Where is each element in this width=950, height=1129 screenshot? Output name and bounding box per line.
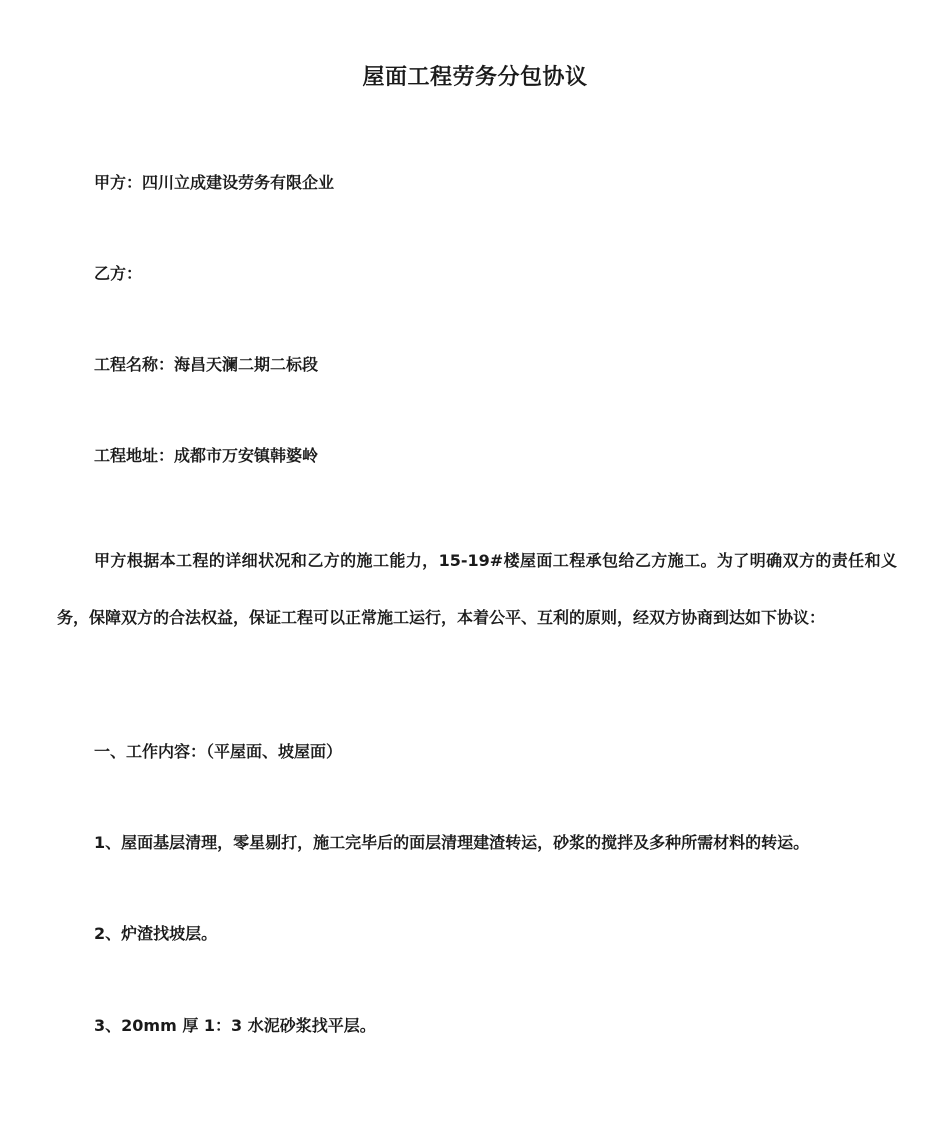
work-item-3: 3、20mm 厚 1：3 水泥砂浆找平层。 <box>94 1016 376 1035</box>
work-item-1: 1、屋面基层清理，零星剔打，施工完毕后的面层清理建渣转运，砂浆的搅拌及多种所需材料的转运。 <box>94 833 810 852</box>
project-name-line: 工程名称：海昌天澜二期二标段 <box>94 355 319 374</box>
work-item-2: 2、炉渣找坡层。 <box>94 924 218 943</box>
party-b-line: 乙方： <box>94 264 143 283</box>
section-one-heading: 一、工作内容：（平屋面、坡屋面） <box>94 742 343 761</box>
document-title: 屋面工程劳务分包协议 <box>362 65 588 90</box>
party-a-line: 甲方：四川立成建设劳务有限企业 <box>94 173 335 192</box>
project-address-line: 工程地址：成都市万安镇韩婆岭 <box>94 446 319 465</box>
intro-paragraph: 甲方根据本工程的详细状况和乙方的施工能力，15-19#楼屋面工程承包给乙方施工。为了明确双方的责任和义务，保障双方的合法权益，保证工程可以正常施工运行，本着公平、互利的原则，经双方协商到达如下协议： <box>57 551 897 627</box>
